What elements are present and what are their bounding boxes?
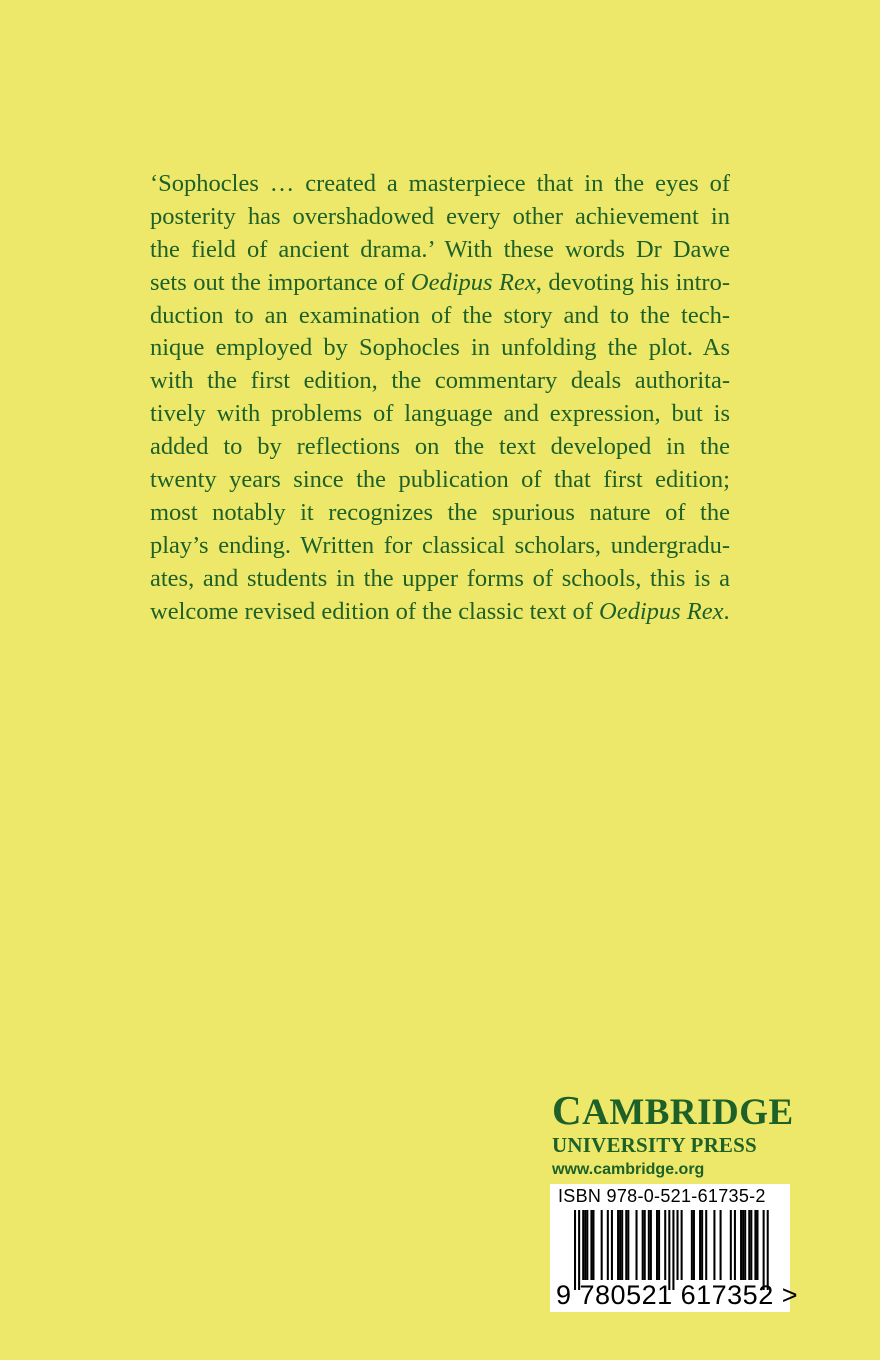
isbn-label: ISBN 978-0-521-61735-2 [558, 1186, 766, 1206]
publisher-url: www.cambridge.org [552, 1161, 705, 1178]
blurb-line: tively with problems of language and expression, but is [150, 400, 730, 428]
barcode-bar [699, 1210, 701, 1280]
barcode-guard-bar [763, 1210, 765, 1290]
barcode-bar [730, 1210, 732, 1280]
barcode-bar [677, 1210, 679, 1280]
barcode-bar [607, 1210, 609, 1280]
barcode-bar [656, 1210, 658, 1280]
barcode-bar [750, 1210, 752, 1280]
publisher-name: CAMBRIDGE [552, 1087, 794, 1133]
barcode-bar [720, 1210, 722, 1280]
barcode-guard-bar [668, 1210, 670, 1290]
barcode-bar [742, 1210, 744, 1280]
barcode-bar [740, 1210, 742, 1280]
barcode-bar [619, 1210, 621, 1280]
barcode-bar [648, 1210, 650, 1280]
barcode-bar [693, 1210, 695, 1280]
barcode-bar [744, 1210, 746, 1280]
publisher-subtitle: UNIVERSITY PRESS [552, 1133, 757, 1157]
blurb-line: most notably it recognizes the spurious nature of the [150, 498, 730, 526]
barcode-guard-bar [574, 1210, 576, 1290]
barcode-bar [625, 1210, 627, 1280]
blurb-line: posterity has overshadowed every other achievement in [150, 202, 730, 230]
blurb-line: duction to an examination of the story and to the tech- [150, 301, 730, 329]
barcode-bar [658, 1210, 660, 1280]
barcode-bar [642, 1210, 644, 1280]
blurb-line: added to by reflections on the text developed in the [150, 433, 730, 461]
barcode-bar [681, 1210, 683, 1280]
blurb-line: ates, and students in the upper forms of schools, this is a [150, 564, 730, 592]
barcode-bar [650, 1210, 652, 1280]
blurb-paragraph [150, 168, 730, 628]
blurb-line: nique employed by Sophocles in unfolding the plot. As [150, 334, 730, 362]
barcode-bar [621, 1210, 623, 1280]
barcode-bar [748, 1210, 750, 1280]
barcode-bar [617, 1210, 619, 1280]
blurb-line: twenty years since the publication of that first edition; [150, 466, 730, 494]
blurb-line: with the first edition, the commentary deals authorita- [150, 367, 730, 395]
barcode-bar [664, 1210, 666, 1280]
blurb-line: welcome revised edition of the classic text of Oedipus Rex. [150, 597, 730, 625]
barcode-guard-bar [672, 1210, 674, 1290]
barcode-bar [627, 1210, 629, 1280]
barcode-guard-bar [578, 1210, 580, 1290]
barcode-bar [705, 1210, 707, 1280]
barcode-bar [601, 1210, 603, 1280]
blurb-line: ‘Sophocles … created a masterpiece that in the eyes of [150, 170, 730, 197]
barcode-bar [592, 1210, 594, 1280]
barcode-panel [550, 1184, 798, 1312]
barcode-bar [582, 1210, 584, 1280]
barcode-bar [590, 1210, 592, 1280]
blurb-line: sets out the importance of Oedipus Rex, devoting his intro- [150, 268, 730, 296]
barcode-bar [756, 1210, 758, 1280]
barcode-digits: 9 780521 617352 > [556, 1280, 798, 1310]
barcode-bar [754, 1210, 756, 1280]
barcode-bar [586, 1210, 588, 1280]
barcode-bar [713, 1210, 715, 1280]
barcode-guard-bar [767, 1210, 769, 1290]
barcode-bar [611, 1210, 613, 1280]
blurb-line: play’s ending. Written for classical scholars, undergradu- [150, 531, 730, 559]
barcode-bar [584, 1210, 586, 1280]
barcode-bar [636, 1210, 638, 1280]
book-title-italic: Oedipus Rex [410, 268, 536, 296]
blurb-line: the field of ancient drama.’ With these words Dr Dawe [150, 235, 730, 263]
barcode-bar [691, 1210, 693, 1280]
barcode-bar [701, 1210, 703, 1280]
book-title-italic: Oedipus Rex [599, 597, 724, 625]
publisher-logo [552, 1087, 794, 1183]
barcode-bar [734, 1210, 736, 1280]
barcode-bar [644, 1210, 646, 1280]
